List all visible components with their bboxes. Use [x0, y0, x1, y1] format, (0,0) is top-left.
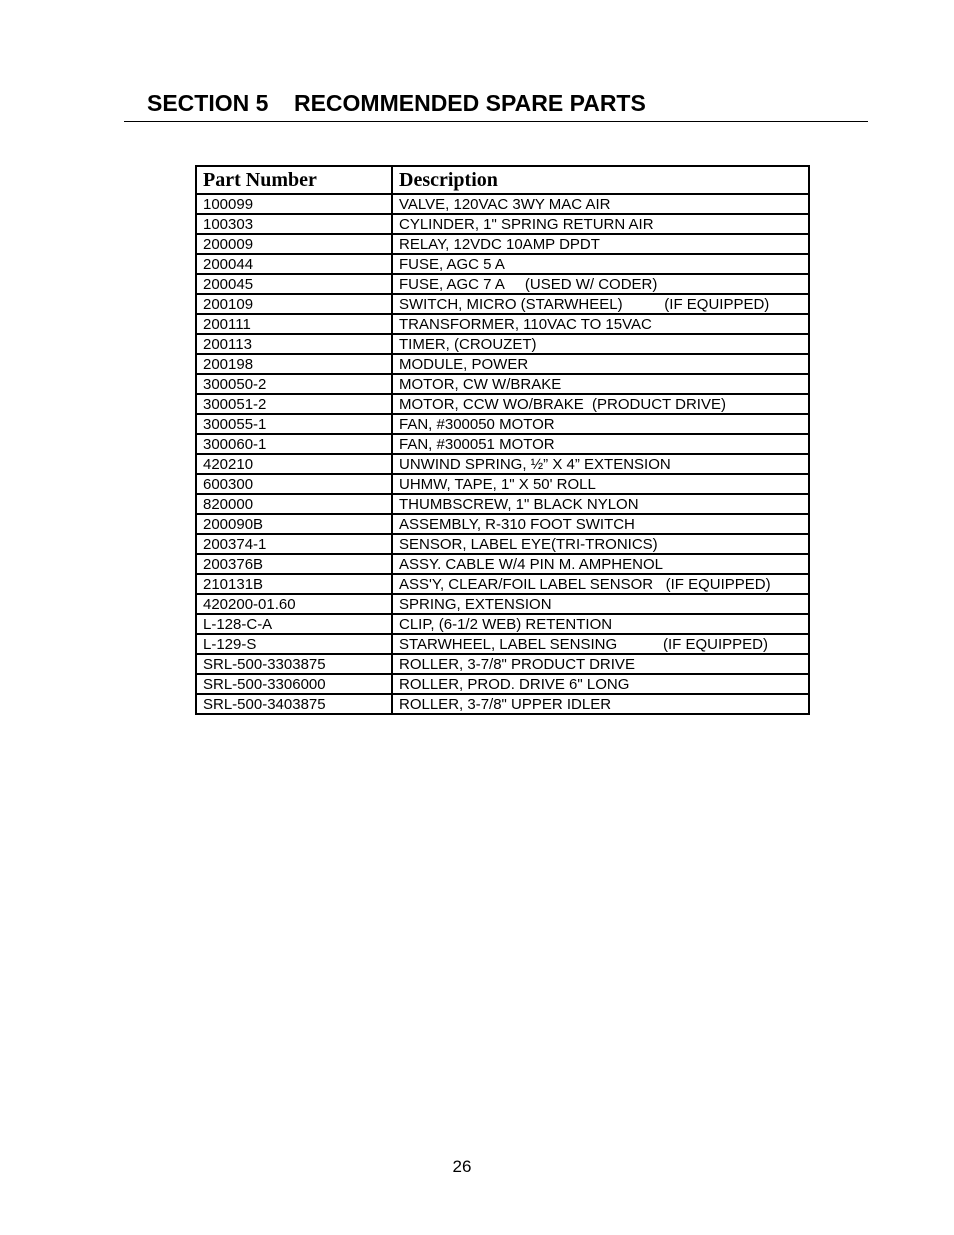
description-cell: FUSE, AGC 7 A (USED W/ CODER) — [392, 274, 809, 294]
description-cell: FAN, #300051 MOTOR — [392, 434, 809, 454]
part-number-cell: SRL-500-3303875 — [196, 654, 392, 674]
description-cell: UHMW, TAPE, 1" X 50' ROLL — [392, 474, 809, 494]
table-row — [196, 294, 809, 314]
header-part-number: Part Number — [196, 166, 392, 194]
heading-divider — [124, 121, 868, 122]
part-number-cell: 200198 — [196, 354, 392, 374]
part-number-cell: SRL-500-3306000 — [196, 674, 392, 694]
description-cell: CLIP, (6-1/2 WEB) RETENTION — [392, 614, 809, 634]
table-row — [196, 274, 809, 294]
part-number-cell: 300060-1 — [196, 434, 392, 454]
table-row — [196, 554, 809, 574]
part-number-cell: L-128-C-A — [196, 614, 392, 634]
description-cell: FAN, #300050 MOTOR — [392, 414, 809, 434]
table-row — [196, 634, 809, 654]
description-cell: CYLINDER, 1" SPRING RETURN AIR — [392, 214, 809, 234]
description-cell: ROLLER, PROD. DRIVE 6" LONG — [392, 674, 809, 694]
part-number-cell: 300051-2 — [196, 394, 392, 414]
table-header-row — [196, 166, 809, 194]
part-number-cell: 200045 — [196, 274, 392, 294]
table-row — [196, 434, 809, 454]
part-number-cell: 100099 — [196, 194, 392, 214]
section-heading: SECTION 5 RECOMMENDED SPARE PARTS — [147, 90, 646, 116]
description-cell: FUSE, AGC 5 A — [392, 254, 809, 274]
description-cell: TRANSFORMER, 110VAC TO 15VAC — [392, 314, 809, 334]
description-cell: ASS'Y, CLEAR/FOIL LABEL SENSOR (IF EQUIPPED) — [392, 574, 809, 594]
part-number-cell: 210131B — [196, 574, 392, 594]
table-row — [196, 654, 809, 674]
table-body — [196, 194, 809, 714]
table-row — [196, 414, 809, 434]
table-row — [196, 674, 809, 694]
description-cell: ROLLER, 3-7/8" PRODUCT DRIVE — [392, 654, 809, 674]
spare-parts-table — [195, 165, 810, 715]
description-cell: ASSY. CABLE W/4 PIN M. AMPHENOL — [392, 554, 809, 574]
part-number-cell: 420210 — [196, 454, 392, 474]
description-cell: SENSOR, LABEL EYE(TRI-TRONICS) — [392, 534, 809, 554]
part-number-cell: 820000 — [196, 494, 392, 514]
table-row — [196, 574, 809, 594]
description-cell: STARWHEEL, LABEL SENSING (IF EQUIPPED) — [392, 634, 809, 654]
description-cell: THUMBSCREW, 1" BLACK NYLON — [392, 494, 809, 514]
table-row — [196, 314, 809, 334]
table-row — [196, 394, 809, 414]
table-row — [196, 454, 809, 474]
part-number-cell: 200374-1 — [196, 534, 392, 554]
table-row — [196, 694, 809, 714]
table-row — [196, 614, 809, 634]
description-cell: UNWIND SPRING, ½” X 4” EXTENSION — [392, 454, 809, 474]
description-cell: ROLLER, 3-7/8" UPPER IDLER — [392, 694, 809, 714]
part-number-cell: 200009 — [196, 234, 392, 254]
part-number-cell: SRL-500-3403875 — [196, 694, 392, 714]
description-cell: VALVE, 120VAC 3WY MAC AIR — [392, 194, 809, 214]
table-row — [196, 194, 809, 214]
part-number-cell: 200109 — [196, 294, 392, 314]
table-row — [196, 474, 809, 494]
description-cell: MOTOR, CW W/BRAKE — [392, 374, 809, 394]
part-number-cell: 420200-01.60 — [196, 594, 392, 614]
description-cell: SWITCH, MICRO (STARWHEEL) (IF EQUIPPED) — [392, 294, 809, 314]
description-cell: MODULE, POWER — [392, 354, 809, 374]
part-number-cell: 100303 — [196, 214, 392, 234]
header-description: Description — [392, 166, 809, 194]
table-row — [196, 594, 809, 614]
table-row — [196, 354, 809, 374]
description-cell: ASSEMBLY, R-310 FOOT SWITCH — [392, 514, 809, 534]
description-cell: SPRING, EXTENSION — [392, 594, 809, 614]
table-row — [196, 374, 809, 394]
part-number-cell: 600300 — [196, 474, 392, 494]
table-row — [196, 494, 809, 514]
description-cell: TIMER, (CROUZET) — [392, 334, 809, 354]
part-number-cell: 200090B — [196, 514, 392, 534]
part-number-cell: L-129-S — [196, 634, 392, 654]
table-row — [196, 534, 809, 554]
table-row — [196, 214, 809, 234]
table-row — [196, 334, 809, 354]
part-number-cell: 200111 — [196, 314, 392, 334]
page-number: 26 — [452, 1157, 472, 1176]
part-number-cell: 200044 — [196, 254, 392, 274]
part-number-cell: 300055-1 — [196, 414, 392, 434]
description-cell: MOTOR, CCW WO/BRAKE (PRODUCT DRIVE) — [392, 394, 809, 414]
part-number-cell: 200376B — [196, 554, 392, 574]
description-cell: RELAY, 12VDC 10AMP DPDT — [392, 234, 809, 254]
table-row — [196, 514, 809, 534]
part-number-cell: 300050-2 — [196, 374, 392, 394]
part-number-cell: 200113 — [196, 334, 392, 354]
table-row — [196, 254, 809, 274]
table-row — [196, 234, 809, 254]
